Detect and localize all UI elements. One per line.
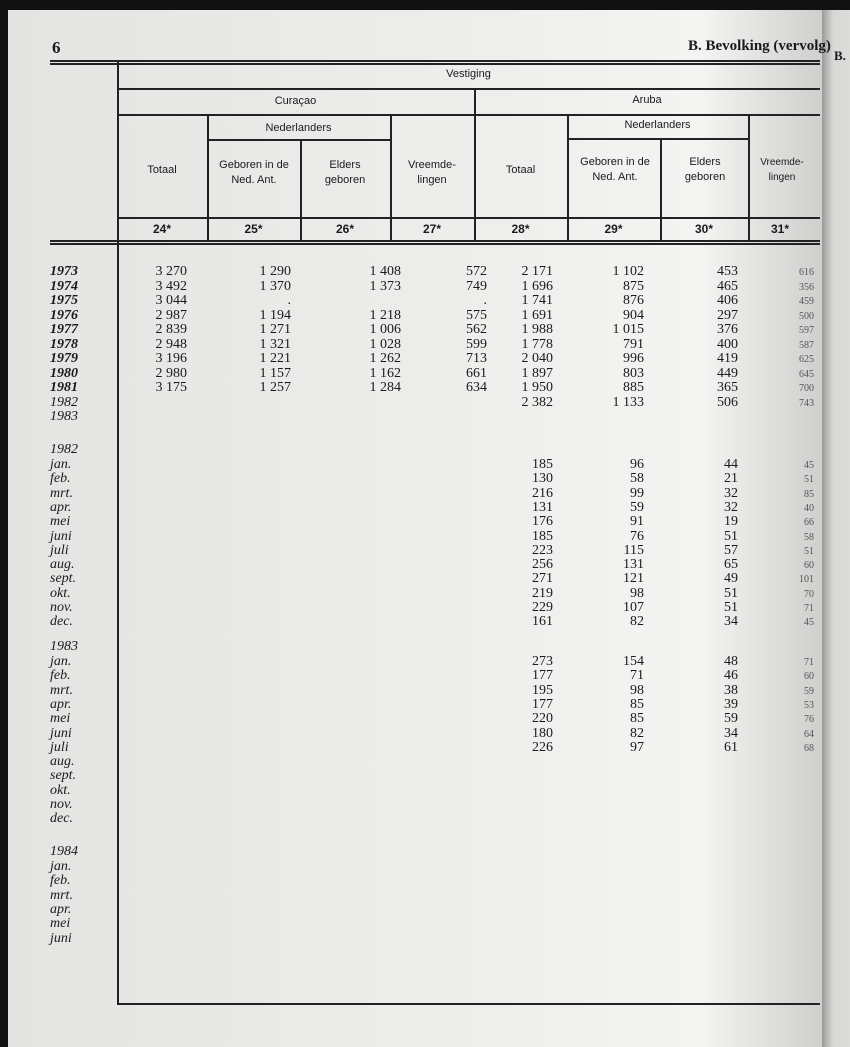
page-number: 6 [52,38,61,57]
table-cell: 76 [630,528,644,544]
table-cell: 99 [630,485,644,501]
row-label: apr. [50,901,72,917]
table-cell: 3 270 [155,264,187,279]
table-cell: 500 [799,310,814,322]
table-cell: 2 980 [155,365,187,381]
row-label: 1978 [50,336,78,352]
table-cell: 2 382 [521,394,553,410]
table-cell: 465 [717,278,738,294]
row-label: aug. [50,557,75,573]
row-label: dec. [50,811,73,827]
table-cell: 1 015 [612,322,644,337]
table-cell: 599 [466,336,487,352]
table-cell: 161 [532,614,553,630]
table-cell: 44 [724,457,738,472]
row-label: nov. [50,797,73,812]
table-cell: 2 040 [521,351,553,366]
row-label: 1973 [50,264,78,279]
row-label: 1979 [50,351,78,366]
table-cell: 1 691 [521,307,553,323]
row-label: mrt. [50,887,73,903]
table-cell: 180 [532,725,553,741]
table-cell: 58 [804,531,814,543]
table-cell: 195 [532,682,553,698]
section-year: 1984 [50,844,78,859]
rule [50,240,820,242]
rule [117,1003,820,1005]
table-cell: 3 175 [155,380,187,395]
table-cell: 85 [804,488,814,500]
table-cell: 575 [466,307,487,323]
row-label: mrt. [50,682,73,698]
row-label: dec. [50,614,73,630]
table-cell: 38 [724,682,738,698]
table-cell: 216 [532,485,553,501]
table-cell: 130 [532,471,553,487]
table-cell: 876 [623,293,644,308]
table-cell: 453 [717,264,738,279]
table-cell: 177 [532,668,553,684]
table-cell: 220 [532,711,553,727]
row-label: jan. [50,457,72,472]
table-cell: 64 [804,728,814,740]
table-cell: 53 [804,699,814,711]
table-cell: 154 [623,654,644,669]
table-cell: 1 102 [612,264,644,279]
table-cell: 51 [804,545,814,557]
table-cell: 2 948 [155,336,187,352]
row-label: jan. [50,859,72,874]
table-cell: 57 [724,542,738,558]
table-cell: 616 [799,267,814,278]
table-cell: 115 [623,542,644,558]
row-label: jan. [50,654,72,669]
table-cell: 885 [623,380,644,395]
rule [117,88,820,90]
row-label: sept. [50,768,77,784]
header-totaal: Totaal [147,164,177,176]
table-cell: 2 987 [155,307,187,323]
table-cell: 376 [717,322,738,337]
table-cell: 107 [623,600,644,615]
table-cell: 713 [466,351,487,366]
table-cell: 1 696 [521,278,553,294]
table-cell: 406 [717,293,738,308]
table-cell: 61 [724,739,738,755]
table-cell: 459 [799,296,814,307]
table-cell: 97 [630,739,644,755]
table-cell: 273 [532,654,553,669]
table-cell: 70 [804,588,814,600]
table-cell: 449 [717,365,738,381]
table-cell: 1 897 [521,365,553,381]
table-cell: . [287,293,291,308]
table-cell: 875 [623,278,644,294]
table-cell: 32 [724,499,738,515]
table-cell: 904 [623,307,644,323]
header-nederlanders-curacao: Nederlanders [265,122,332,134]
table-cell: 71 [630,668,644,684]
table-cell: 506 [717,394,738,410]
table-cell: 91 [630,514,644,530]
table-cell: 1 221 [259,351,291,366]
table-cell: 1 950 [521,380,553,395]
table-cell: 48 [724,654,738,669]
table-cell: 419 [717,351,738,366]
header-nederlanders-aruba: Nederlanders [624,119,691,131]
column-number: 24* [152,222,172,236]
row-label: okt. [50,782,71,798]
table-cell: 356 [799,281,814,293]
row-label: feb. [50,471,71,487]
header-elders: Elders geboren [324,159,366,186]
table-cell: 661 [466,365,487,381]
table-cell: 101 [799,574,814,586]
table-cell: 1 290 [259,264,291,279]
header-geboren: Geboren in de Ned. Ant. [580,156,650,183]
table-cell: 1 133 [612,394,644,410]
row-label: juni [50,930,72,946]
header-elders: Elders geboren [684,156,726,183]
row-label: feb. [50,668,71,684]
rule [50,63,820,65]
table-cell: 59 [804,685,814,697]
table-cell: 49 [724,571,738,587]
table-cell: 19 [724,514,738,530]
header-aruba: Aruba [632,94,662,106]
table-cell: 85 [630,696,644,712]
rule [207,139,390,141]
table-cell: 176 [532,514,553,530]
row-label: feb. [50,873,71,889]
column-number: 27* [422,222,442,236]
table-cell: 1 408 [369,264,401,279]
table-cell: 572 [466,264,487,279]
table-cell: 634 [466,380,487,395]
row-label: 1976 [50,307,78,323]
table-cell: 185 [532,457,553,472]
table-cell: 66 [804,517,814,529]
table-cell: . [483,293,487,308]
rule [117,114,820,116]
row-label: mei [50,916,71,932]
header-totaal: Totaal [505,164,536,176]
table-cell: 21 [724,471,738,487]
table-cell: 45 [804,617,814,629]
adjacent-page [822,10,850,1047]
table-cell: 1 778 [521,336,553,352]
table-cell: 177 [532,696,553,712]
table-cell: 1 262 [369,351,401,366]
table-cell: 82 [630,725,644,741]
table-cell: 229 [532,600,553,615]
row-label: 1980 [50,365,78,381]
table-cell: 1 321 [259,336,291,352]
table-cell: 39 [724,696,738,712]
table-cell: 71 [804,603,814,614]
table-cell: 791 [623,336,644,352]
table-cell: 1 284 [369,380,401,395]
table-cell: 2 839 [155,322,187,337]
table-cell: 1 218 [369,307,401,323]
table-cell: 71 [804,657,814,668]
table-cell: 60 [804,671,814,683]
row-label: juli [50,542,69,558]
row-label: 1981 [50,380,78,395]
table-cell: 645 [799,368,814,380]
table-cell: 98 [630,585,644,601]
table-cell: 700 [799,383,814,394]
table-cell: 587 [799,339,814,351]
column-number: 31* [770,222,790,236]
column-number: 29* [604,222,623,236]
column-number: 28* [511,222,530,236]
header-vestiging: Vestiging [446,68,491,80]
column-number: 26* [335,222,355,236]
section-year: 1983 [50,639,78,654]
header-vreemdelingen: Vreemde- lingen [760,157,804,183]
table-cell: 46 [724,668,738,684]
table-cell: 3 196 [155,351,187,366]
row-label: juni [50,528,72,544]
table-cell: 185 [532,528,553,544]
table-cell: 51 [724,600,738,615]
rule [50,243,820,245]
row-label: aug. [50,754,75,770]
table-cell: 60 [804,560,814,572]
table-cell: 2 171 [521,264,553,279]
row-label: 1982 [50,394,78,410]
table-cell: 45 [804,460,814,471]
table-cell: 1 006 [369,322,401,337]
table-cell: 1 194 [259,307,291,323]
table-cell: 297 [717,307,738,323]
row-label: 1975 [50,293,78,308]
rule [567,138,748,140]
row-label: okt. [50,585,71,601]
table-cell: 1 271 [259,322,291,337]
table-cell: 803 [623,365,644,381]
table-cell: 3 492 [155,278,187,294]
table-cell: 121 [623,571,644,587]
adjacent-page-head: B. [834,48,846,63]
table-cell: 76 [804,714,814,726]
table-cell: 1 028 [369,336,401,352]
table-cell: 68 [804,742,814,754]
table-cell: 562 [466,322,487,337]
table-cell: 1 257 [259,380,291,395]
table-cell: 51 [724,528,738,544]
table-cell: 40 [804,502,814,514]
table-cell: 223 [532,542,553,558]
table-cell: 996 [623,351,644,366]
table-cell: 51 [724,585,738,601]
row-label: juli [50,739,69,755]
table-cell: 1 373 [369,278,401,294]
section-year: 1982 [50,442,78,457]
table-cell: 1 370 [259,278,291,294]
column-number: 25* [244,222,263,236]
table-cell: 34 [724,614,738,630]
row-label: sept. [50,571,77,587]
row-label: 1977 [50,322,78,337]
table-cell: 51 [804,474,814,486]
table-cell: 597 [799,325,814,336]
table-cell: 1 157 [259,365,291,381]
table-cell: 131 [532,499,553,515]
row-label: 1983 [50,409,78,424]
running-head: B. Bevolking (vervolg) [688,38,831,54]
rule [50,60,820,62]
table-cell: 1 741 [521,293,553,308]
table-cell: 98 [630,682,644,698]
header-vreemdelingen: Vreemde- lingen [408,159,456,186]
table-cell: 743 [799,397,814,409]
table-cell: 34 [724,725,738,741]
table-cell: 625 [799,354,814,365]
column-number: 30* [694,222,714,236]
row-label: mei [50,711,71,727]
row-label: apr. [50,499,72,515]
table-cell: 32 [724,485,738,501]
table-cell: 256 [532,557,553,573]
header-curacao: Curaçao [274,95,317,107]
table-cell: 226 [532,739,553,755]
table-cell: 131 [623,557,644,573]
table-cell: 59 [630,499,644,515]
header-geboren: Geboren in de Ned. Ant. [219,159,289,186]
table-cell: 58 [630,471,644,487]
row-label: juni [50,725,72,741]
table-cell: 1 988 [521,322,553,337]
table-cell: 271 [532,571,553,587]
row-label: mrt. [50,485,73,501]
table-cell: 365 [717,380,738,395]
table-cell: 219 [532,585,553,601]
table-cell: 3 044 [155,293,187,308]
table-cell: 65 [724,557,738,573]
table-cell: 59 [724,711,738,727]
row-label: 1974 [50,278,78,294]
table-cell: 1 162 [369,365,401,381]
rule [117,62,119,1005]
table-cell: 96 [630,457,644,472]
table-cell: 400 [717,336,738,352]
table-cell: 82 [630,614,644,630]
row-label: nov. [50,600,73,615]
row-label: apr. [50,696,72,712]
rule [117,217,820,219]
table-cell: 749 [466,278,487,294]
table-cell: 85 [630,711,644,727]
row-label: mei [50,514,71,530]
